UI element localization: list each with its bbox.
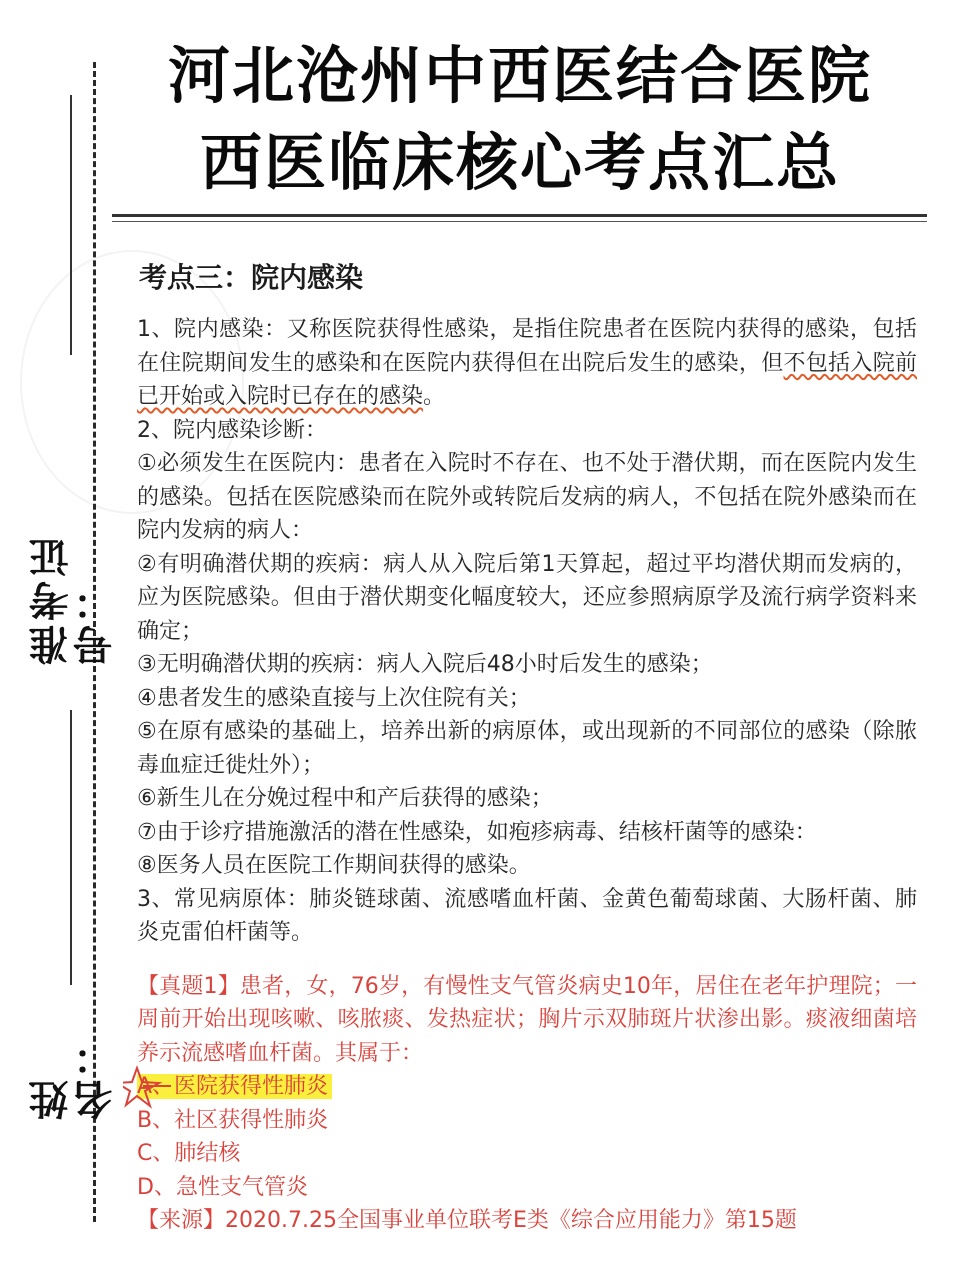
diagnosis-item-2: ②有明确潜伏期的疾病：病人从入院后第1天算起，超过平均潜伏期而发病的，应为医院感染。但由于潜伏期变化幅度较大，还应参照病原学及流行病学资料来确定； (137, 551, 917, 644)
name-field (0, 710, 119, 1120)
paragraph-definition (137, 313, 917, 414)
name-blank-line (70, 710, 72, 985)
page-title-line1: 河北沧州中西医结合医院 (167, 39, 872, 112)
diagnosis-item-6: ⑥新生儿在分娩过程中和产后获得的感染； (137, 786, 553, 811)
diagnosis-item-8: ⑧医务人员在医院工作期间获得的感染。 (137, 853, 531, 878)
option-c (137, 1137, 917, 1171)
question-text: 【真题1】患者，女，76岁，有慢性支气管炎病史10年，居住在老年护理院；一周前开始出现咳嗽、咳脓痰、发热症状；胸片示双肺斑片状渗出影。痰液细菌培养示流感嗜血杆菌。其属于： (137, 973, 917, 1066)
option-b (137, 1104, 917, 1138)
content (137, 255, 917, 1238)
option-d (137, 1171, 917, 1205)
answer-options (137, 1070, 917, 1204)
paragraph-diagnosis-heading: 2、院内感染诊断： (137, 417, 327, 443)
option-a-text: A、医院获得性肺炎 (137, 1074, 332, 1099)
diagnosis-item-5: ⑤在原有感染的基础上，培养出新的病原体，或出现新的不同部位的感染（除脓毒血症迁徙灶外）； (137, 719, 917, 778)
option-b-text: B、社区获得性肺炎 (137, 1107, 329, 1133)
exam-number-blank-line (70, 95, 72, 355)
diagnosis-item-7: ⑦由于诊疗措施激活的潜在性感染，如疱疹病毒、结核杆菌等的感染： (137, 819, 817, 845)
option-c-text: C、肺结核 (137, 1141, 241, 1166)
name-label: 姓名： (29, 1032, 119, 1120)
definition-text: 1、院内感染：又称医院获得性感染，是指住院患者在医院内获得的感染，包括在住院期间发生的感染和在医院内获得但在出院后发生的感染，但 (137, 317, 917, 376)
page-title-line2: 西医临床核心考点汇总 (199, 126, 840, 199)
diagnosis-item-3: ③无明确潜伏期的疾病：病人入院后48小时后发生的感染； (137, 652, 713, 677)
diagnosis-item-4: ④患者发生的感染直接与上次住院有关； (137, 685, 531, 711)
definition-end: 。 (423, 384, 446, 409)
question-source: 【来源】2020.7.25全国事业单位联考E类《综合应用能力》第15题 (137, 1208, 797, 1233)
exam-number-label: 准考证号： (29, 533, 119, 665)
header-rule-thin (112, 221, 927, 222)
option-d-text: D、急性支气管炎 (137, 1174, 308, 1200)
section-title: 考点三：院内感染 (139, 261, 364, 294)
paragraph-pathogens: 3、常见病原体：肺炎链球菌、流感嗜血杆菌、金黄色葡萄球菌、大肠杆菌、肺炎克雷伯杆菌等。 (137, 886, 917, 945)
option-a (137, 1070, 917, 1104)
header-rule-thick (112, 214, 927, 217)
exam-number-field (0, 95, 119, 665)
exam-question (137, 970, 917, 1238)
wavy-underlined-text: 不包括入院前已开始或入院时已存在的感染 (137, 350, 917, 409)
diagnosis-item-1: ①必须发生在医院内：患者在入院时不存在、也不处于潜伏期，而在医院内发生的感染。包括在医院感染而在院外或转院后发病的病人，不包括在院外感染而在院内发病的病人： (137, 451, 917, 543)
